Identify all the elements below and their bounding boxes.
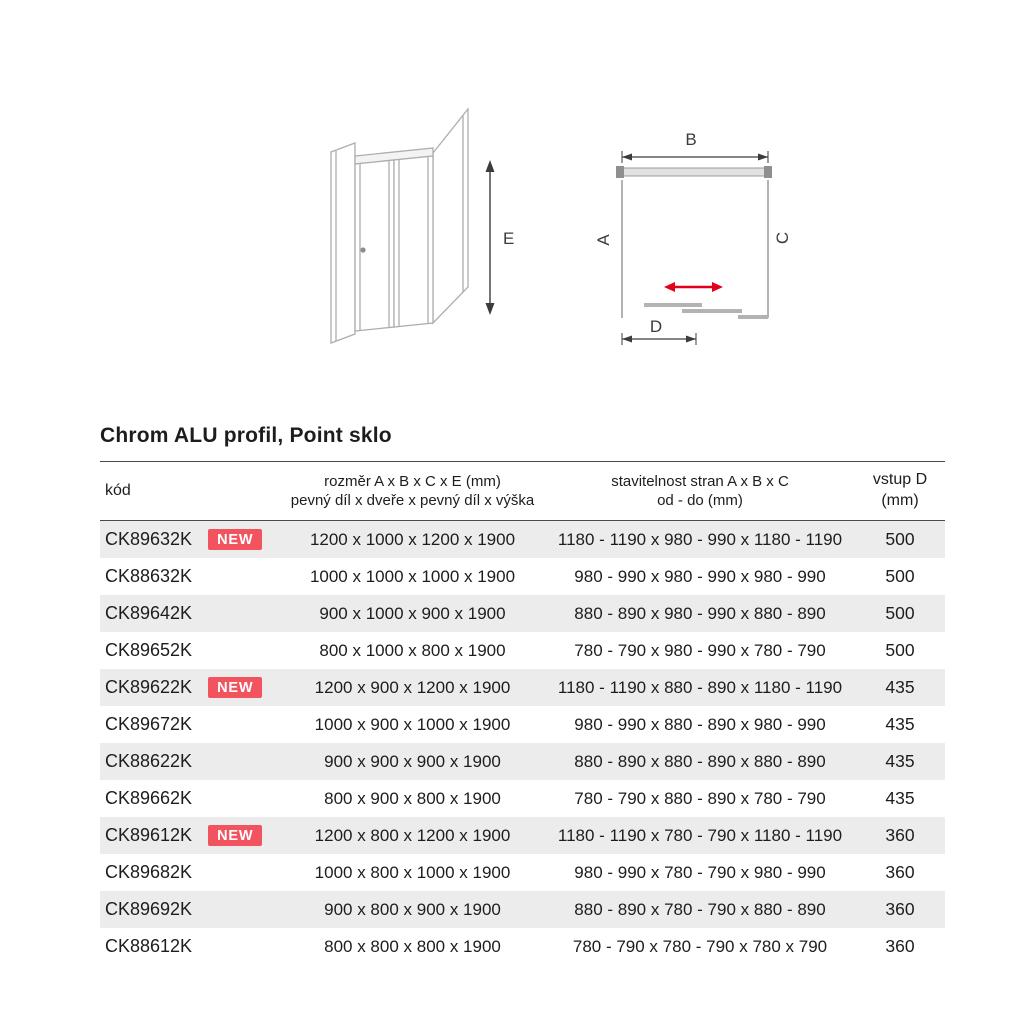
header-entry: vstup D (mm) <box>872 471 928 509</box>
adjustability-value: 980 - 990 x 880 - 890 x 980 - 990 <box>574 714 826 734</box>
table-row <box>100 595 945 632</box>
header-adjustability-line1: stavitelnost stran A x B x C <box>611 472 789 490</box>
sliding-door-segments <box>644 305 768 317</box>
table-row <box>100 706 945 743</box>
width-b-dimension-arrow <box>622 151 768 163</box>
table-header <box>100 461 945 521</box>
top-wall-profile <box>616 166 772 178</box>
product-code: CK89692K <box>105 899 193 919</box>
entry-value: 500 <box>885 640 915 660</box>
code-cell <box>100 529 280 551</box>
plan-view-diagram <box>592 128 812 353</box>
code-cell <box>100 899 280 920</box>
code-cell <box>100 677 280 699</box>
adjustability-value: 780 - 790 x 880 - 890 x 780 - 790 <box>574 788 826 808</box>
adjustability-value: 980 - 990 x 780 - 790 x 980 - 990 <box>574 862 826 882</box>
new-badge: NEW <box>208 677 262 699</box>
header-size <box>280 472 545 511</box>
product-code: CK89672K <box>105 714 193 734</box>
door-handle-dot <box>360 247 365 252</box>
height-dimension-arrow <box>486 160 495 315</box>
code-cell <box>100 714 280 735</box>
code-cell <box>100 640 280 661</box>
table-row <box>100 743 945 780</box>
spec-table <box>100 461 945 965</box>
header-size-line2: pevný díl x dveře x pevný díl x výška <box>290 492 535 509</box>
size-value: 800 x 900 x 800 x 1900 <box>324 788 501 808</box>
entry-value: 435 <box>885 714 915 734</box>
entry-value: 360 <box>885 936 915 956</box>
entry-value: 435 <box>885 677 915 697</box>
entry-value: 360 <box>885 825 915 845</box>
header-code: kód <box>105 481 131 499</box>
product-code: CK89642K <box>105 603 193 623</box>
width-b-label: B <box>685 130 697 149</box>
table-row <box>100 521 945 558</box>
size-value: 800 x 1000 x 800 x 1900 <box>319 640 506 660</box>
size-value: 900 x 1000 x 900 x 1900 <box>319 603 506 623</box>
code-cell <box>100 751 280 772</box>
product-code: CK89632K <box>105 528 193 549</box>
table-row <box>100 632 945 669</box>
size-value: 1000 x 900 x 1000 x 1900 <box>314 714 511 734</box>
product-code: CK89652K <box>105 640 193 660</box>
table-row <box>100 558 945 595</box>
side-c-label: C <box>773 231 792 245</box>
header-adjustability-line2: od - do (mm) <box>657 492 743 509</box>
code-cell <box>100 788 280 809</box>
size-value: 1000 x 800 x 1000 x 1900 <box>314 862 511 882</box>
table-row <box>100 928 945 965</box>
new-badge: NEW <box>208 529 262 551</box>
entry-value: 500 <box>885 603 915 623</box>
adjustability-value: 1180 - 1190 x 880 - 890 x 1180 - 1190 <box>557 677 843 697</box>
size-value: 900 x 900 x 900 x 1900 <box>324 751 501 771</box>
adjustability-value: 980 - 990 x 980 - 990 x 980 - 990 <box>574 566 826 586</box>
size-value: 1200 x 800 x 1200 x 1900 <box>314 825 511 845</box>
code-cell <box>100 936 280 957</box>
product-code: CK89612K <box>105 824 193 845</box>
entry-value: 360 <box>885 862 915 882</box>
adjustability-value: 1180 - 1190 x 980 - 990 x 1180 - 1190 <box>557 529 843 549</box>
product-code: CK88622K <box>105 751 193 771</box>
adjustability-value: 880 - 890 x 880 - 890 x 880 - 890 <box>574 751 826 771</box>
new-badge: NEW <box>208 825 262 847</box>
table-row <box>100 817 945 854</box>
adjustability-value: 880 - 890 x 780 - 790 x 880 - 890 <box>574 899 826 919</box>
adjustability-value: 1180 - 1190 x 780 - 790 x 1180 - 1190 <box>557 825 843 845</box>
entry-value: 360 <box>885 899 915 919</box>
code-cell <box>100 825 280 847</box>
size-value: 800 x 800 x 800 x 1900 <box>324 936 501 956</box>
code-cell <box>100 603 280 624</box>
product-code: CK88612K <box>105 936 193 956</box>
code-cell <box>100 566 280 587</box>
entry-value: 435 <box>885 788 915 808</box>
height-label: E <box>503 229 515 248</box>
adjustability-value: 880 - 890 x 980 - 990 x 880 - 890 <box>574 603 826 623</box>
product-code: CK88632K <box>105 566 193 586</box>
table-row <box>100 891 945 928</box>
header-size-line1: rozměr A x B x C x E (mm) <box>324 472 501 490</box>
table-body <box>100 521 945 965</box>
header-adjustability <box>545 472 855 511</box>
entry-d-label: D <box>649 317 663 336</box>
table-row <box>100 780 945 817</box>
product-code: CK89622K <box>105 676 193 697</box>
product-code: CK89662K <box>105 788 193 808</box>
page-title: Chrom ALU profil, Point sklo <box>100 424 392 447</box>
size-value: 900 x 800 x 900 x 1900 <box>324 899 501 919</box>
size-value: 1200 x 900 x 1200 x 1900 <box>314 677 511 697</box>
isometric-shower-diagram <box>315 82 525 347</box>
size-value: 1000 x 1000 x 1000 x 1900 <box>309 566 516 586</box>
table-row <box>100 854 945 891</box>
adjustability-value: 780 - 790 x 980 - 990 x 780 - 790 <box>574 640 826 660</box>
code-cell <box>100 862 280 883</box>
adjustability-value: 780 - 790 x 780 - 790 x 780 x 790 <box>572 936 828 956</box>
shower-enclosure-drawing <box>331 109 468 343</box>
entry-value: 500 <box>885 529 915 549</box>
entry-value: 435 <box>885 751 915 771</box>
side-a-label: A <box>594 234 613 246</box>
product-code: CK89682K <box>105 862 193 882</box>
size-value: 1200 x 1000 x 1200 x 1900 <box>309 529 516 549</box>
entry-value: 500 <box>885 566 915 586</box>
slide-direction-arrow <box>664 282 723 292</box>
table-row <box>100 669 945 706</box>
